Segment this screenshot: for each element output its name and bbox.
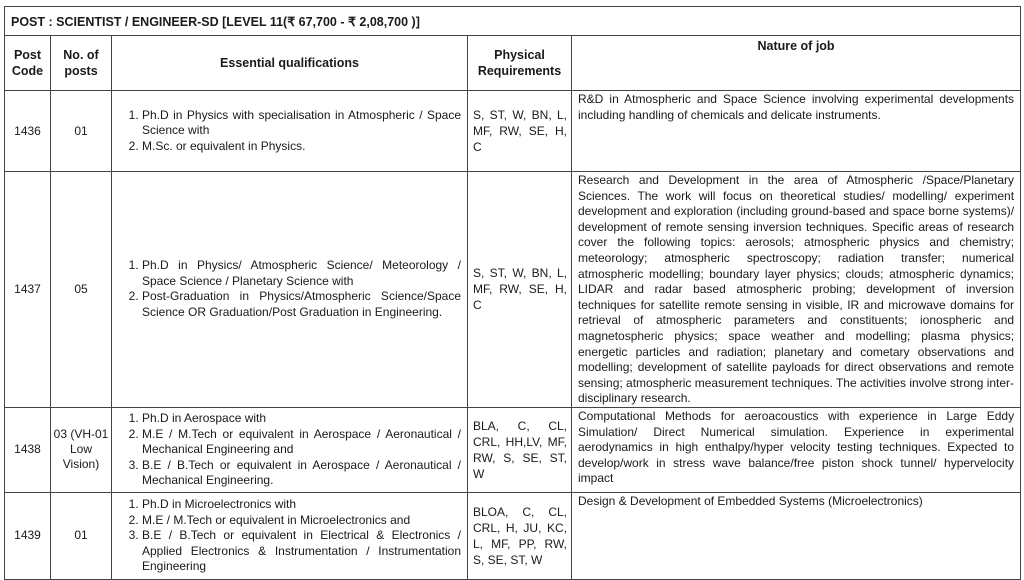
header-no-of-posts: No. of posts	[51, 36, 112, 91]
qualification-item: 2. M.E / M.Tech or equivalent in Microelectronics and	[142, 513, 461, 529]
qualification-item: 2. M.Sc. or equivalent in Physics.	[142, 139, 461, 155]
nature-of-job: R&D in Atmospheric and Space Science involving experimental developments including handling of chemicals and delicate instruments.	[572, 91, 1021, 172]
qualification-item: 1. Ph.D in Aerospace with	[142, 411, 461, 427]
qualification-item: 2. M.E / M.Tech or equivalent in Aerospace / Aeronautical / Mechanical Engineering and	[142, 427, 461, 458]
post-code: 1438	[5, 407, 51, 492]
no-of-posts: 01	[51, 492, 112, 579]
qualification-item: 1. Ph.D in Microelectronics with	[142, 497, 461, 513]
qualification-item: 1. Ph.D in Physics/ Atmospheric Science/ Meteorology / Space Science / Planetary Science with	[142, 258, 461, 289]
header-row	[5, 36, 1021, 91]
table-row	[5, 492, 1021, 579]
essential-qualifications	[112, 172, 468, 408]
table-row	[5, 172, 1021, 408]
physical-requirements: S, ST, W, BN, L, MF, RW, SE, H, C	[468, 172, 572, 408]
nature-of-job: Research and Development in the area of Atmospheric /Space/Planetary Sciences. The work will focus on theoretical studies/ modelling/ experiment development and exploration (including ground-based and space borne systems)/ development of remote sensing inversion techniques. Specific areas of research cover the following topics: aerosols; atmospheric physics and chemistry; meteorology; atmospheric spectroscopy; radiation transfer; numerical atmospheric modelling; boundary layer physics; clouds; atmospheric dynamics; LIDAR and radar based atmospheric probing; development of inversion techniques for satellite remote sensing in visible, IR and microwave domains for retrieval of atmospheric parameters and constituents; ionospheric and magnetospheric physics; space weather and modelling; plasma physics; energetic particles and radiation; planetary and cometary observations and modelling; development of satellite payloads for direct observations and remote sensing; atmospheric measurement techniques. The activities involve strong inter-disciplinary research.	[572, 172, 1021, 408]
physical-requirements: BLA, C, CL, CRL, HH,LV, MF, RW, S, SE, ST, W	[468, 407, 572, 492]
no-of-posts: 03 (VH-01 Low Vision)	[51, 407, 112, 492]
qualification-item: 1. Ph.D in Physics with specialisation in Atmospheric / Space Science with	[142, 108, 461, 139]
job-table	[4, 6, 1021, 580]
post-title-row	[5, 7, 1021, 36]
qualification-list	[116, 497, 461, 575]
qualification-item: 3. B.E / B.Tech or equivalent in Electrical & Electronics / Applied Electronics & Instrumentation / Instrumentation Engineering	[142, 528, 461, 575]
essential-qualifications	[112, 407, 468, 492]
qualification-list	[116, 108, 461, 155]
post-code: 1437	[5, 172, 51, 408]
physical-requirements: S, ST, W, BN, L, MF, RW, SE, H, C	[468, 91, 572, 172]
no-of-posts: 05	[51, 172, 112, 408]
essential-qualifications	[112, 492, 468, 579]
qualification-list	[116, 411, 461, 489]
header-essential-qualifications: Essential qualifications	[112, 36, 468, 91]
table-row	[5, 407, 1021, 492]
physical-requirements: BLOA, C, CL, CRL, H, JU, KC, L, MF, PP, RW, S, SE, ST, W	[468, 492, 572, 579]
header-physical-requirements: Physical Requirements	[468, 36, 572, 91]
header-post-code: Post Code	[5, 36, 51, 91]
post-code: 1439	[5, 492, 51, 579]
no-of-posts: 01	[51, 91, 112, 172]
table-row	[5, 91, 1021, 172]
post-title: POST : SCIENTIST / ENGINEER-SD [LEVEL 11(₹ 67,700 - ₹ 2,08,700 )]	[5, 7, 1021, 36]
essential-qualifications	[112, 91, 468, 172]
qualification-item: 2. Post-Graduation in Physics/Atmospheric Science/Space Science OR Graduation/Post Graduation in Engineering.	[142, 289, 461, 320]
header-nature-of-job: Nature of job	[572, 36, 1021, 91]
nature-of-job: Computational Methods for aeroacoustics with experience in Large Eddy Simulation/ Direct Numerical simulation. Experience in experimental aerodynamics in high enthalpy/hyper velocity testing techniques. Expected to develop/work in stress wave balance/free piston shock tunnel/ hypervelocity impact	[572, 407, 1021, 492]
post-code: 1436	[5, 91, 51, 172]
qualification-item: 3. B.E / B.Tech or equivalent in Aerospace / Aeronautical / Mechanical Engineering.	[142, 458, 461, 489]
nature-of-job: Design & Development of Embedded Systems (Microelectronics)	[572, 492, 1021, 579]
qualification-list	[116, 258, 461, 320]
